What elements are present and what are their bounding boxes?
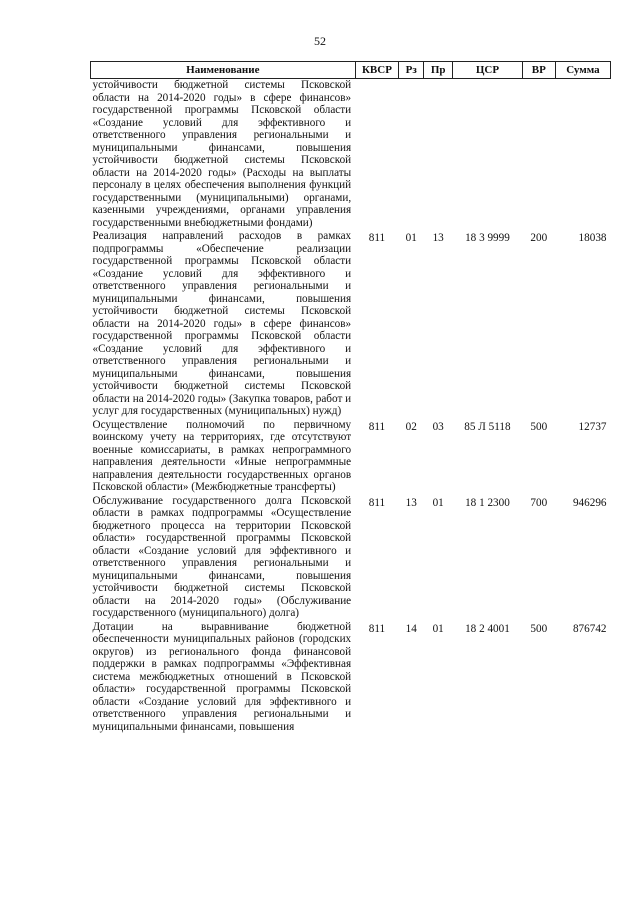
table-row — [91, 621, 611, 735]
page-number: 52 — [314, 34, 326, 48]
cell-csr: 18 3 9999 — [465, 232, 510, 244]
header-rz: Рз — [399, 62, 424, 79]
cell-vr: 500 — [530, 622, 548, 635]
cell-sum: 946296 — [572, 496, 607, 509]
cell-vr: 700 — [530, 496, 548, 509]
budget-table — [90, 61, 611, 734]
table-row — [91, 79, 611, 231]
cell-rz — [399, 79, 424, 231]
cell-sum — [555, 79, 610, 231]
cell-sum: 876742 — [572, 622, 607, 635]
cell-rz: 01 — [405, 232, 417, 244]
header-sum: Сумма — [555, 62, 610, 79]
cell-sum: 12737 — [578, 420, 607, 433]
cell-pr: 03 — [432, 420, 444, 433]
cell-rz: 14 — [405, 622, 417, 635]
cell-kvsr: 811 — [368, 232, 386, 244]
header-csr: ЦСР — [453, 62, 523, 79]
cell-pr: 13 — [432, 232, 444, 244]
cell-vr: 200 — [530, 232, 548, 244]
cell-rz: 02 — [405, 420, 417, 433]
cell-pr: 01 — [432, 622, 444, 635]
header-vr: ВР — [522, 62, 555, 79]
table-row — [91, 419, 611, 495]
table-row — [91, 230, 611, 419]
header-name: Наименование — [91, 62, 356, 79]
cell-name: Дотации на выравнивание бюджетной обеспеченности муниципальных районов (городских округов) из регионального фонда финансовой поддержки в рамках подпрограммы «Эффективная система межбюджетных отношений в Псковской области» государственной программы Псковской области «Создание условий для эффективного и ответственного управления региональными и муниципальными финансами, повышения — [92, 620, 352, 733]
table-row — [91, 495, 611, 621]
header-pr: Пр — [424, 62, 453, 79]
cell-rz: 13 — [405, 496, 417, 509]
cell-name: Реализация направлений расходов в рамках подпрограммы «Обеспечение реализации государственной программы Псковской области «Создание условий для эффективного и ответственного управления региональными и муниципальными финансами, повышения устойчивости бюджетной системы Псковской области на 2014-2020 годы» в сфере финансов» государственной программы Псковской области «Создание условий для эффективного и ответственного управления региональными и муниципальными финансами, повышения устойчивости бюджетной системы Псковской области на 2014-2020 годы» (Закупка товаров, работ и услуг для государственных (муниципальных) нужд) — [92, 230, 352, 417]
cell-kvsr: 811 — [368, 622, 386, 635]
table-header-row — [91, 62, 611, 79]
cell-kvsr — [355, 79, 399, 231]
cell-name: Осуществление полномочий по первичному воинскому учету на территориях, где отсутствуют военные комиссариаты, в рамках непрограммного направления деятельности «Иные непрограммные направления деятельности государственных органов Псковской области» (Межбюджетные трансферты) — [92, 418, 352, 493]
cell-csr: 85 Л 5118 — [464, 420, 511, 433]
cell-pr: 01 — [432, 496, 444, 509]
cell-name: устойчивости бюджетной системы Псковской области на 2014-2020 годы» в сфере финансов» государственной программы Псковской области «Создание условий для эффективного и ответственного управления региональными и муниципальными финансами, повышения устойчивости бюджетной системы Псковской области на 2014-2020 годы» (Расходы на выплаты персоналу в целях обеспечения выполнения функций государственными (муниципальными) органами, казенными учреждениями, органами управления государственными внебюджетными фондами) — [92, 79, 352, 229]
cell-vr — [522, 79, 555, 231]
cell-kvsr: 811 — [368, 496, 386, 509]
header-kvsr: КВСР — [355, 62, 399, 79]
cell-csr: 18 1 2300 — [465, 496, 510, 509]
cell-name: Обслуживание государственного долга Псковской области в рамках подпрограммы «Осуществление бюджетного процесса на территории Псковской области» государственной программы Псковской области «Создание условий для эффективного и ответственного управления региональными и муниципальными финансами, повышения устойчивости бюджетной системы Псковской области на 2014-2020 годы» (Обслуживание государственного (муниципального) долга) — [92, 494, 352, 619]
cell-kvsr: 811 — [368, 420, 386, 433]
cell-vr: 500 — [530, 420, 548, 433]
cell-csr: 18 2 4001 — [465, 622, 510, 635]
cell-sum: 18038 — [578, 232, 607, 244]
cell-csr — [453, 79, 523, 231]
cell-pr — [424, 79, 453, 231]
